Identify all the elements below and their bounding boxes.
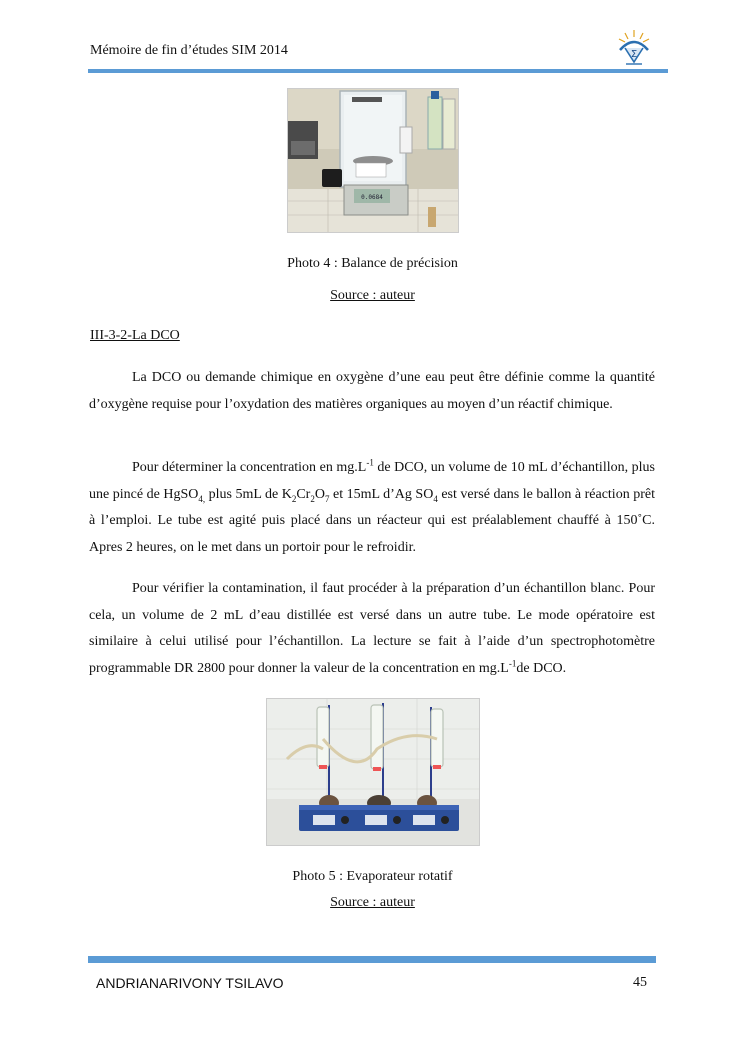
para2-text-2: de DCO, un volume de 10 mL d’échantillon, plus une pincé de HgSO (89, 460, 655, 502)
paragraph-dco-procedure (89, 455, 655, 561)
footer-divider (88, 956, 656, 963)
photo4-caption: Photo 4 : Balance de précision (287, 256, 458, 271)
photo5-source: Source : auteur (330, 895, 415, 910)
svg-text:Σ: Σ (630, 49, 638, 60)
document-header-title: Mémoire de fin d’études SIM 2014 (90, 43, 288, 58)
institution-logo-icon (615, 28, 653, 68)
para2-superscript: -1 (366, 457, 374, 468)
para2-text-6: et 15mL d’Ag SO (329, 486, 434, 502)
para2-subscript-2: 2 (291, 493, 297, 504)
para2-text-3: plus 5mL de K (205, 486, 292, 502)
precision-balance-photo (287, 88, 459, 233)
para2-subscript-4: 7 (324, 493, 330, 504)
photo5-caption: Photo 5 : Evaporateur rotatif (292, 869, 453, 884)
footer-author: ANDRIANARIVONY TSILAVO (96, 975, 284, 991)
para2-subscript-1: 4, (198, 493, 206, 504)
paragraph-text: La DCO ou demande chimique en oxygène d’une eau peut être définie comme la quantité d’oxygène requise pour l’oxydation des matières organiques au moyen d’un réactif chimique. (89, 370, 655, 412)
para2-text-4: Cr (296, 486, 311, 502)
para3-text-1: Pour vérifier la contamination, il faut procéder à la préparation d’un échantillon blanc. Pour cela, un volume de 2 mL d’eau distillée est versé dans un autre tube. Le mode opératoire est similaire à celui utilisé pour l’échantillon. La lecture se fait à l’aide d’un spectrophotomètre programmable DR 2800 pour donner la valeur de la concentration en mg.L (89, 581, 655, 676)
paragraph-blank-sample (89, 576, 655, 682)
paragraph-dco-definition (89, 365, 655, 418)
para2-subscript-5: 4 (433, 493, 438, 504)
rotary-evaporator-photo (266, 698, 480, 846)
para2-subscript-3: 2 (310, 493, 315, 504)
section-heading: III-3-2-La DCO (90, 328, 180, 343)
balance-display-readout: 0.0684 (361, 194, 383, 201)
para2-text-1: Pour déterminer la concentration en mg.L (132, 460, 367, 475)
para3-superscript: -1 (508, 657, 517, 668)
para2-text-5: O (314, 486, 325, 502)
photo4-source: Source : auteur (330, 288, 415, 303)
para2-text-7: est versé dans le ballon à réaction prêt à l’emploi. Le tube est agité puis placé dans un réacteur qui est préalablement chauffé à 150˚C. Apres 2 heures, on le met dans un portoir pour le refroidir. (89, 486, 655, 555)
para3-text-2: de DCO. (516, 660, 567, 676)
header-divider (88, 69, 668, 73)
page-number: 45 (633, 975, 647, 990)
